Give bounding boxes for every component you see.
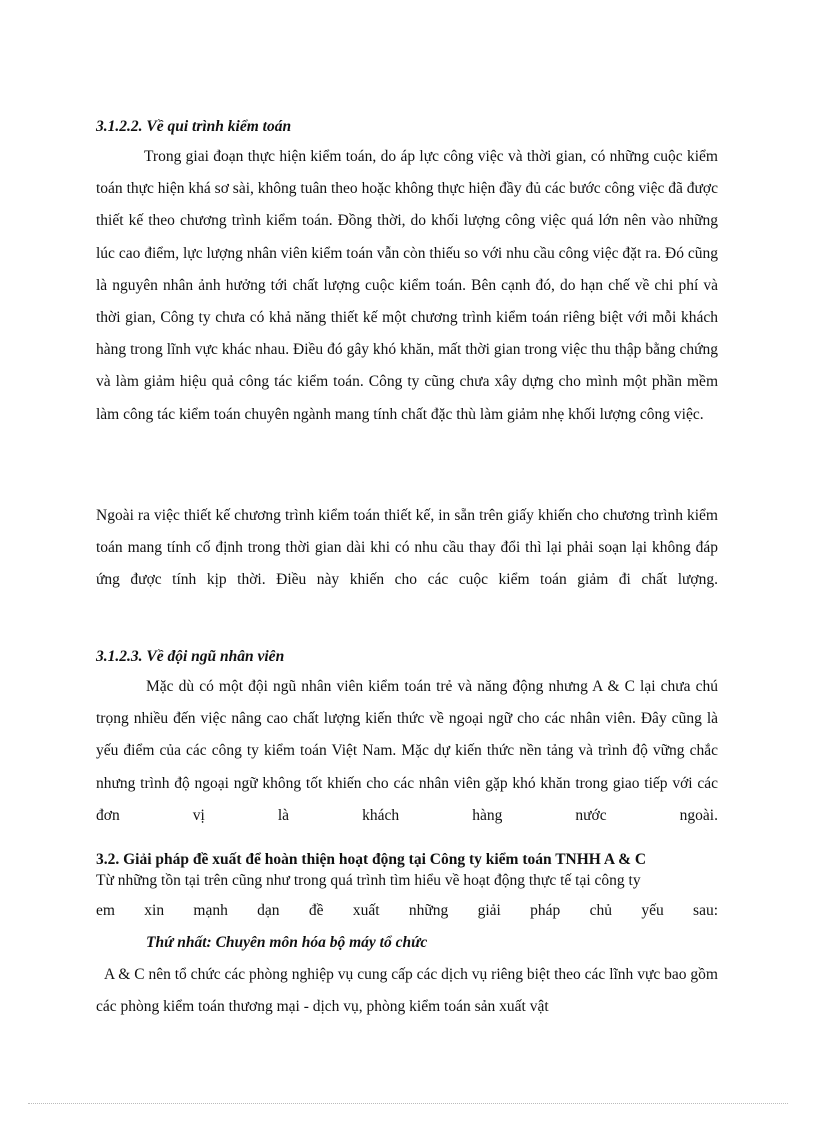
paragraph-staff: Mặc dù có một đội ngũ nhân viên kiểm toán trẻ và năng động nhưng A & C lại chưa chú trọng nhiều đến việc nâng cao chất lượng kiến thức về ngoại ngữ cho các nhân viên. Đây cũng là yếu điểm của các công ty kiểm toán Việt Nam. Mặc dự kiến thức nền tảng và trình độ vững chắc nhưng trình độ ngoại ngữ không tốt khiến cho các nhân viên gặp khó khăn trong giao tiếp với các đơn vị là khách hàng nước ngoài. bbox=[96, 678, 718, 824]
paragraph-audit-program: Ngoài ra việc thiết kế chương trình kiểm toán thiết kế, in sẵn trên giấy khiến cho chương trình kiểm toán mang tính cố định trong thời gian dài khi có nhu cầu thay đổi thì lại phải soạn lại không đáp ứng được tính kịp thời. Điều này khiến cho các cuộc kiểm toán giảm đi chất lượng. bbox=[96, 507, 718, 589]
intro-line-2: em xin mạnh dạn đề xuất những giải pháp chủ yếu sau: bbox=[96, 902, 718, 919]
subheading-first-solution: Thứ nhất: Chuyên môn hóa bộ máy tổ chức bbox=[146, 934, 428, 951]
intro-line-1: Từ những tồn tại trên cũng như trong quá trình tìm hiểu về hoạt động thực tế tại công ty bbox=[96, 872, 641, 889]
heading-3122: 3.1.2.2. Về qui trình kiểm toán bbox=[96, 118, 292, 135]
footer-rule bbox=[28, 1103, 788, 1104]
paragraph-audit-process: Trong giai đoạn thực hiện kiểm toán, do áp lực công việc và thời gian, có những cuộc kiểm toán thực hiện khá sơ sài, không tuân theo hoặc không thực hiện đầy đủ các bước công việc đã được thiết kế theo chương trình kiểm toán. Đồng thời, do khối lượng công việc quá lớn nên vào những lúc cao điểm, lực lượng nhân viên kiểm toán vẫn còn thiếu so với nhu cầu công việc đặt ra. Đó cũng là nguyên nhân ảnh hưởng tới chất lượng cuộc kiểm toán. Bên cạnh đó, do hạn chế về chi phí và thời gian, Công ty chưa có khả năng thiết kế một chương trình kiểm toán riêng biệt với mỗi khách hàng trong lĩnh vực khác nhau. Điều đó gây khó khăn, mất thời gian trong việc thu thập bằng chứng và làm giảm hiệu quả công tác kiểm toán. Công ty cũng chưa xây dựng cho mình một phần mềm làm công tác kiểm toán chuyên ngành mang tính chất đặc thù làm giảm nhẹ khối lượng công việc. bbox=[96, 148, 718, 423]
heading-32: 3.2. Giải pháp đề xuất để hoàn thiện hoạt động tại Công ty kiểm toán TNHH A & C bbox=[96, 851, 647, 868]
heading-3123: 3.1.2.3. Về đội ngũ nhân viên bbox=[96, 648, 285, 665]
paragraph-specialization: A & C nên tổ chức các phòng nghiệp vụ cung cấp các dịch vụ riêng biệt theo các lĩnh vực bao gồm các phòng kiểm toán thương mại - dịch vụ, phòng kiểm toán sản xuất vật bbox=[96, 966, 718, 1016]
